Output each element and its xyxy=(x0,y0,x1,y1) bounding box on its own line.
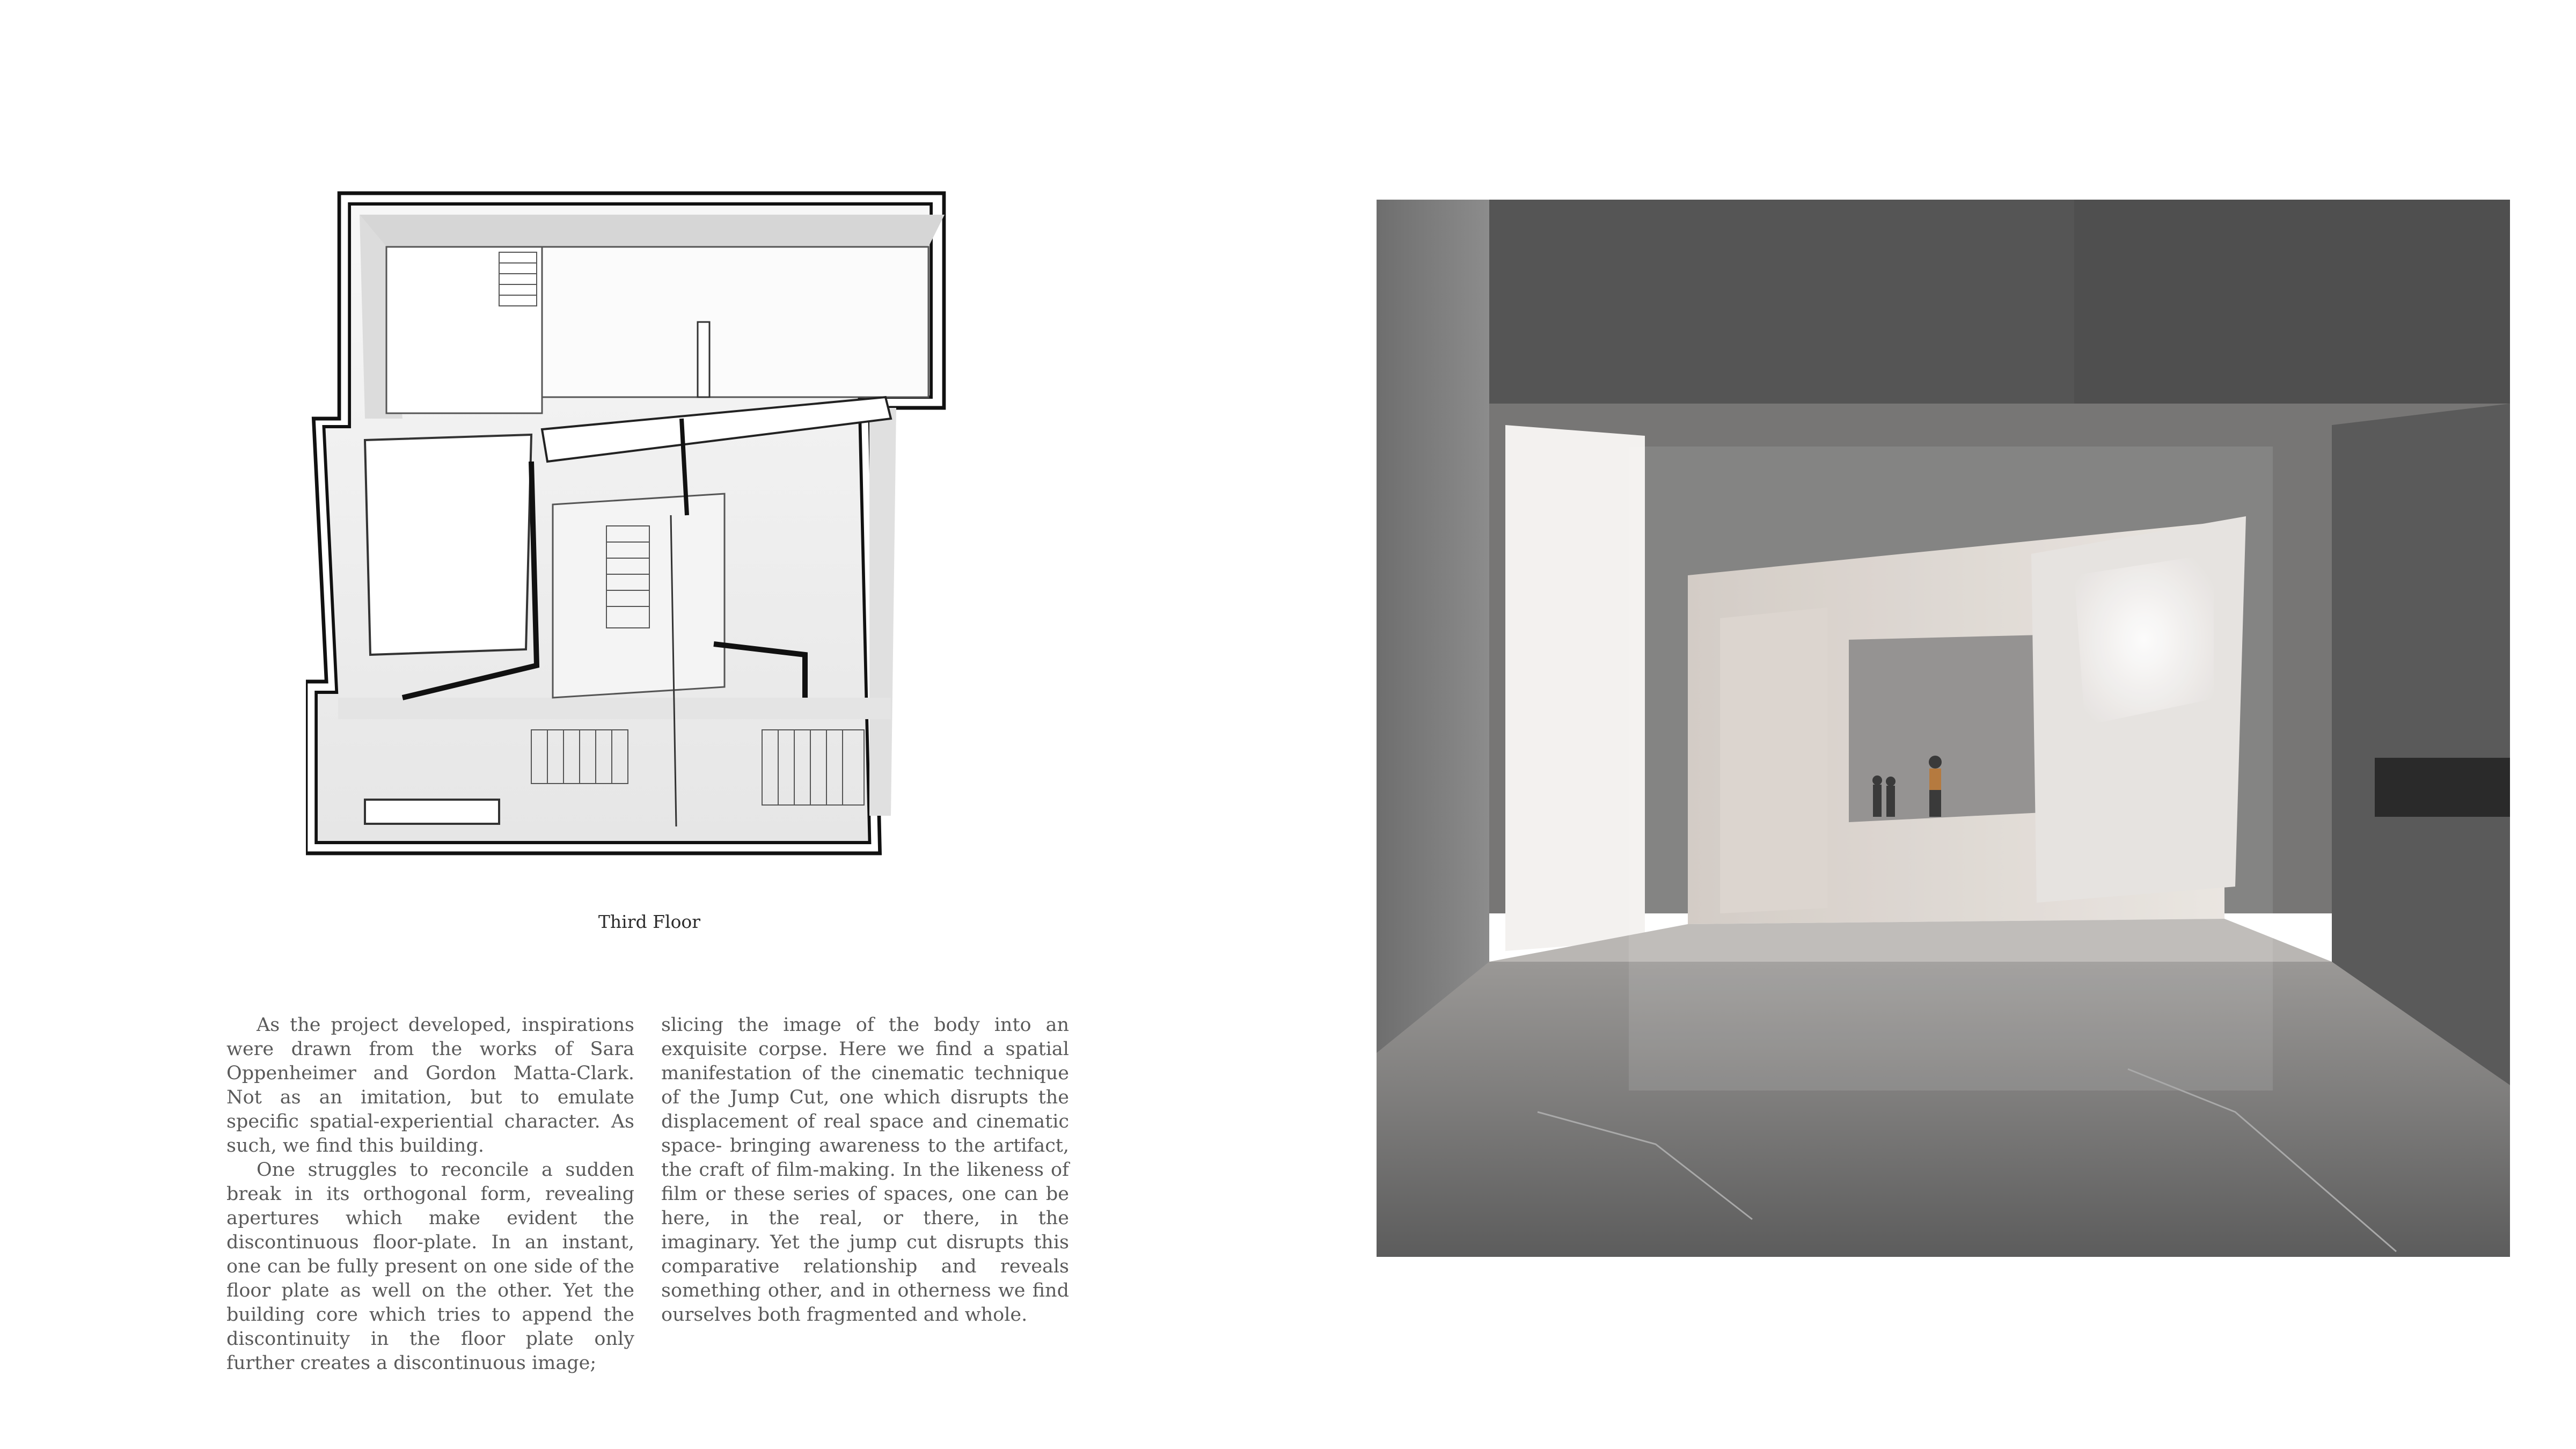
plan-caption: Third Floor xyxy=(598,911,701,932)
paragraph: slicing the image of the body into an exquisite corpse. Here we find a spatial manifestation of the cinematic technique of the Jump Cut, one which disrupts the displacement of real space and cinematic space- bringing awareness to the artifact, the craft of film-making. In the likeness of film or these series of spaces, one can be here, in the real, or there, in the imaginary. Yet the jump cut disrupts this comparative relationship and reveals something other, and in otherness we find ourselves both fragmented and whole. xyxy=(661,1014,1069,1326)
body-text-right-column xyxy=(661,1013,1069,1327)
floor-plan-drawing xyxy=(306,182,966,875)
paragraph: One struggles to reconcile a sudden break in its orthogonal form, revealing apertures which make evident the discontinuous floor-plate. In an instant, one can be fully present on one side of the floor plate as well on the other. Yet the building core which tries to append the discontinuity in the floor plate only further creates a discontinuous image; xyxy=(226,1159,634,1374)
body-text-left-column xyxy=(226,1013,634,1375)
interior-rendering xyxy=(1377,200,2510,1257)
paragraph: As the project developed, inspirations were drawn from the works of Sara Oppenheimer and Gordon Matta-Clark. Not as an imitation, but to emulate specific spatial-experiential character. As such, we find this building. xyxy=(226,1014,634,1157)
